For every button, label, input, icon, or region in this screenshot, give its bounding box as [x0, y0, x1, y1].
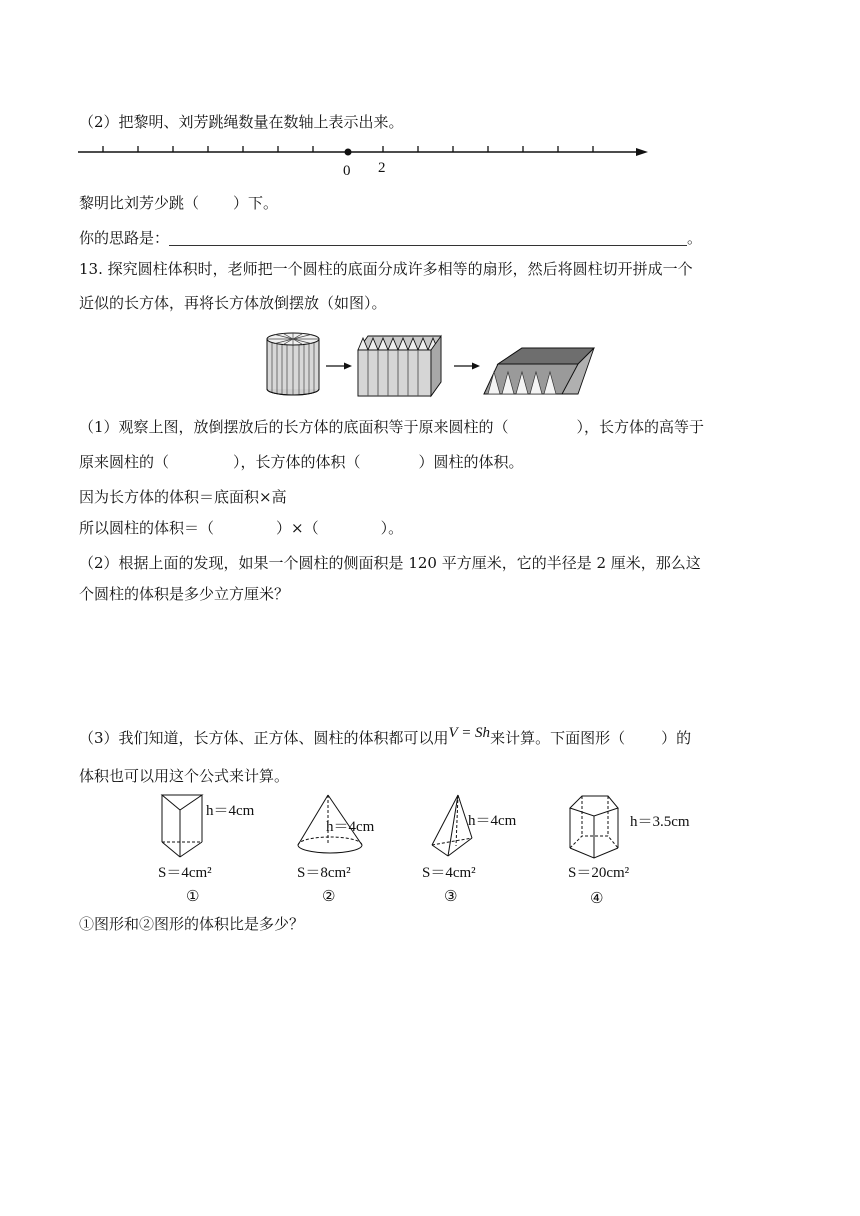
shape1-height-label: h＝4cm: [206, 803, 255, 819]
q13-line1: 13. 探究圆柱体积时，老师把一个圆柱的底面分成许多相等的扇形，然后将圆柱切开拼成一个: [79, 260, 693, 278]
question-less-jumps: 黎明比刘芳少跳（ ）下。: [79, 194, 279, 212]
arrow-right-icon: [326, 363, 352, 370]
observe-line3: 因为长方体的体积＝底面积×高: [79, 488, 287, 506]
shapes-figure: [150, 790, 720, 910]
shape3-area-label: S＝4cm²: [422, 865, 476, 881]
pentagonal-prism-drawing: [570, 796, 618, 858]
cylinder-to-cuboid-figure: [262, 326, 602, 398]
part3-line2: 体积也可以用这个公式来计算。: [79, 767, 290, 785]
part2b-line1: （2）根据上面的发现，如果一个圆柱的侧面积是 120 平方厘米，它的半径是 2 厘米，那么这: [79, 554, 701, 572]
observe-line2: 原来圆柱的（ ），长方体的体积（ ）圆柱的体积。: [79, 453, 524, 471]
shape2-number: ②: [322, 887, 336, 905]
arrow-right-icon: [454, 363, 480, 370]
axis-label-zero: 0: [343, 163, 351, 179]
triangular-prism-drawing: [162, 795, 202, 857]
axis-label-two: 2: [378, 160, 386, 176]
shape1-area-label: S＝4cm²: [158, 865, 212, 881]
lying-cuboid-drawing: [484, 348, 594, 394]
observe-line1: （1）观察上图，放倒摆放后的长方体的底面积等于原来圆柱的（ ），长方体的高等于: [79, 418, 705, 436]
q13-line2: 近似的长方体，再将长方体放倒摆放（如图）。: [79, 294, 387, 312]
shape4-number: ④: [590, 889, 604, 907]
pyramid-drawing: [432, 795, 472, 856]
upright-cuboid-drawing: [358, 336, 441, 396]
number-line: [78, 140, 658, 182]
thinking-answer-line[interactable]: [169, 231, 687, 246]
shape2-height-label: h＝4cm: [326, 819, 375, 835]
observe-line4: 所以圆柱的体积＝（ ）×（ ）。: [79, 519, 404, 537]
arrow-right-icon: [636, 148, 648, 156]
shape4-area-label: S＝20cm²: [568, 865, 630, 881]
shape4-height-label: h＝3.5cm: [630, 814, 690, 830]
origin-dot: [345, 149, 352, 156]
final-question: ①图形和②图形的体积比是多少？: [79, 915, 305, 933]
question-thinking: 你的思路是： 。: [79, 229, 703, 247]
part3-line1: （3）我们知道，长方体、正方体、圆柱的体积都可以用V = Sh来计算。下面图形（ ）的: [79, 725, 692, 747]
shape1-number: ①: [186, 887, 200, 905]
part2-title: （2）把黎明、刘芳跳绳数量在数轴上表示出来。: [79, 113, 404, 131]
cylinder-drawing: [267, 333, 319, 395]
shape3-height-label: h＝4cm: [468, 813, 517, 829]
shape3-number: ③: [444, 887, 458, 905]
part2b-line2: 个圆柱的体积是多少立方厘米？: [79, 585, 290, 603]
formula-v-sh: V = Sh: [448, 725, 491, 741]
shape2-area-label: S＝8cm²: [297, 865, 351, 881]
